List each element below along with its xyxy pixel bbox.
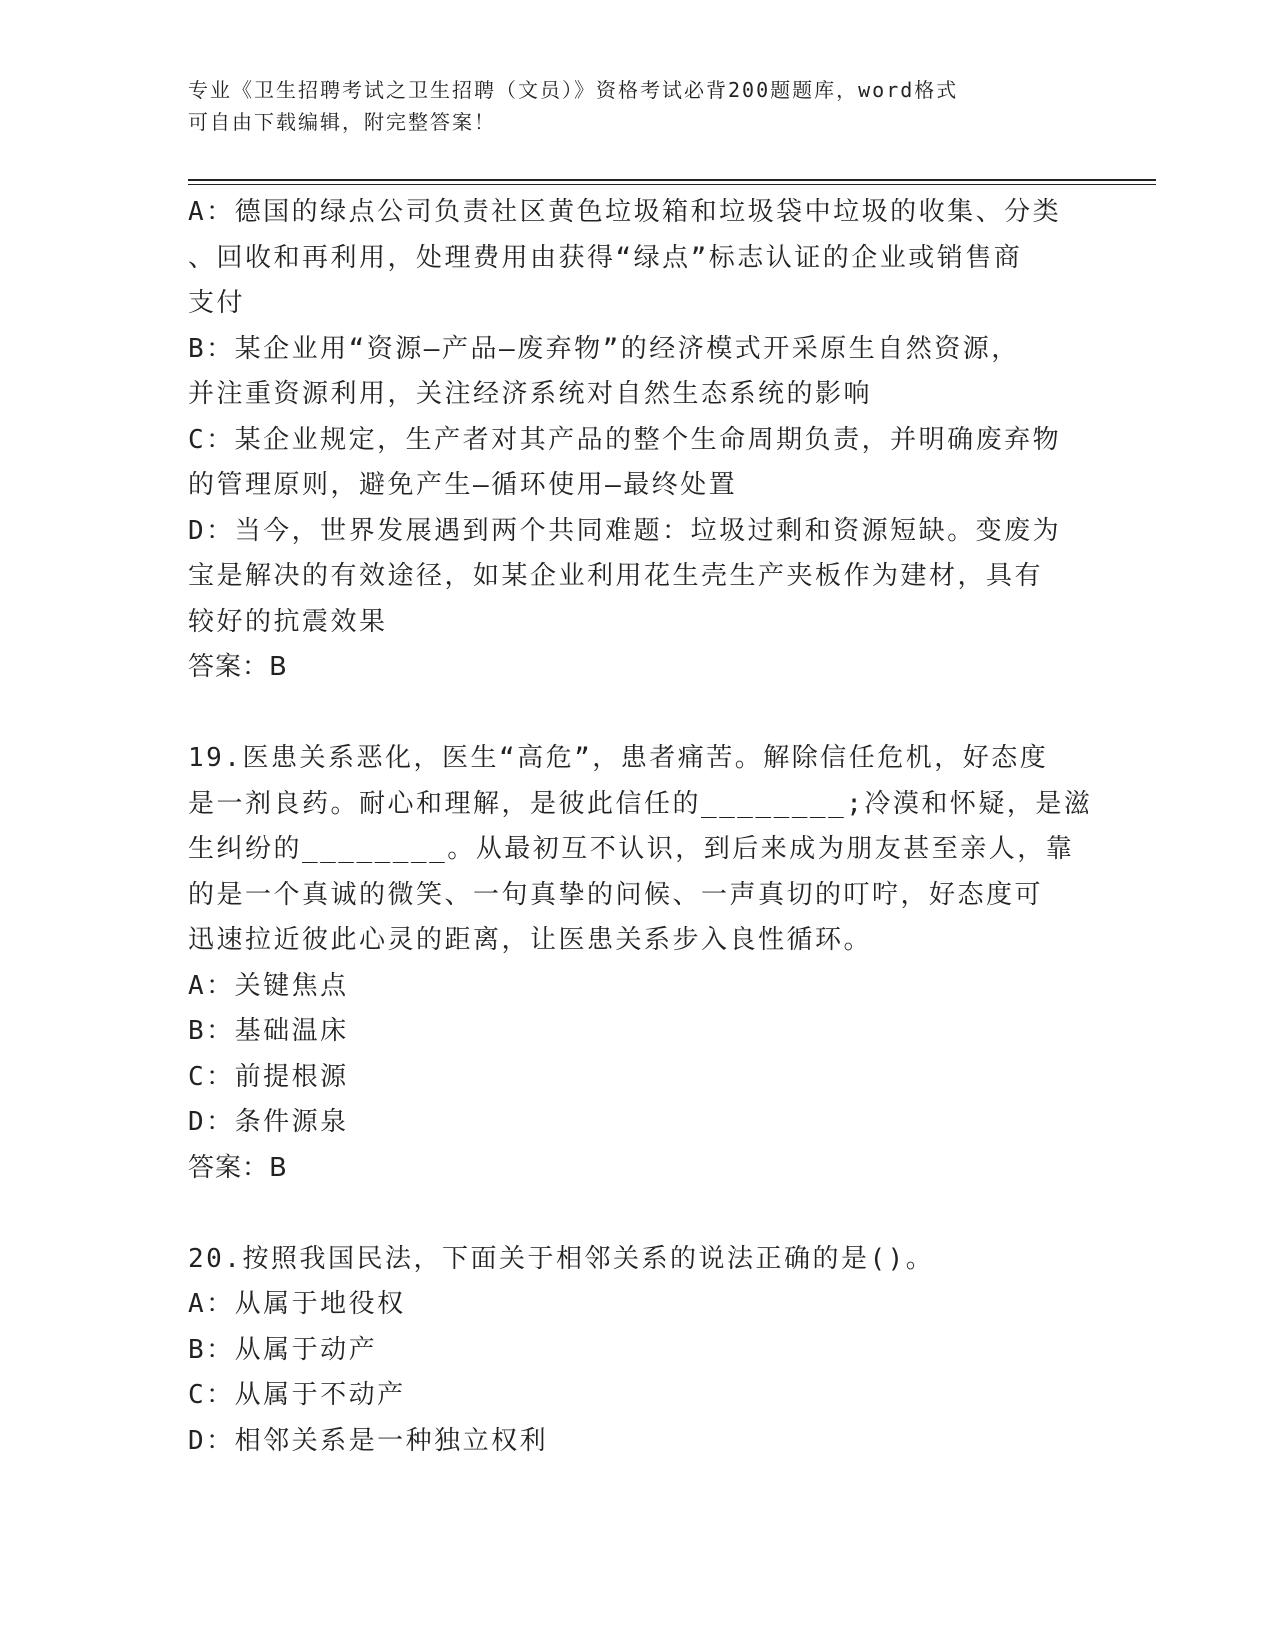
stem-line: 是一剂良药。耐心和理解，是彼此信任的________;冷漠和怀疑，是滋 xyxy=(188,788,1093,819)
option-line: 宝是解决的有效途径，如某企业利用花生壳生产夹板作为建材，具有 xyxy=(188,561,1044,591)
option-line: 较好的抗震效果 xyxy=(188,606,388,637)
option-line: 并注重资源利用，关注经济系统对自然生态系统的影响 xyxy=(188,379,873,409)
document-header xyxy=(188,74,1068,138)
option-c: C：从属于不动产 xyxy=(188,1380,406,1410)
header-line-1: 专业《卫生招聘考试之卫生招聘（文员）》资格考试必背200题题库，word格式 xyxy=(188,78,959,102)
answer-line: 答案：B xyxy=(188,1152,288,1183)
header-divider-thin xyxy=(188,184,1156,185)
spacer xyxy=(188,1191,1088,1237)
question-20 xyxy=(188,1237,1088,1465)
option-a: A：从属于地役权 xyxy=(188,1289,406,1319)
option-c: C：前提根源 xyxy=(188,1061,349,1092)
option-d: D：条件源泉 xyxy=(188,1107,349,1137)
option-line: D：当今，世界发展遇到两个共同难题：垃圾过剩和资源短缺。变废为 xyxy=(188,515,1062,546)
option-a: A：关键焦点 xyxy=(188,970,349,1001)
stem-line: 迅速拉近彼此心灵的距离，让医患关系步入良性循环。 xyxy=(188,925,873,955)
option-d xyxy=(188,509,1088,646)
stem-line: 的是一个真诚的微笑、一句真挚的问候、一声真切的叮咛，好态度可 xyxy=(188,879,1044,910)
stem-line: 19.医患关系恶化，医生“高危”，患者痛苦。解除信任危机，好态度 xyxy=(188,743,1049,773)
option-line: 的管理原则，避免产生—循环使用—最终处置 xyxy=(188,470,738,500)
question-18 xyxy=(188,190,1088,691)
option-c xyxy=(188,418,1088,509)
option-line: 支付 xyxy=(188,288,246,318)
option-line: 、回收和再利用，处理费用由获得“绿点”标志认证的企业或销售商 xyxy=(188,242,1023,273)
question-19 xyxy=(188,736,1093,1191)
question-stem xyxy=(188,736,1093,964)
option-line: B：某企业用“资源—产品—废弃物”的经济模式开采原生自然资源， xyxy=(188,333,1020,364)
question-stem: 20.按照我国民法，下面关于相邻关系的说法正确的是()。 xyxy=(188,1243,935,1274)
spacer xyxy=(188,691,1088,737)
option-b xyxy=(188,327,1088,418)
option-line: A：德国的绿点公司负责社区黄色垃圾箱和垃圾袋中垃圾的收集、分类 xyxy=(188,197,1062,227)
header-line-2: 可自由下载编辑，附完整答案！ xyxy=(188,110,496,134)
option-a xyxy=(188,190,1088,327)
answer-line: 答案：B xyxy=(188,652,288,682)
stem-line: 生纠纷的________。从最初互不认识，到后来成为朋友甚至亲人，靠 xyxy=(188,834,1075,864)
question-list xyxy=(188,190,1093,1464)
option-d: D：相邻关系是一种独立权利 xyxy=(188,1425,549,1456)
header-divider-thick xyxy=(188,179,1156,181)
option-line: C：某企业规定，生产者对其产品的整个生命周期负责，并明确废弃物 xyxy=(188,424,1062,455)
option-b: B：从属于动产 xyxy=(188,1334,378,1365)
option-b: B：基础温床 xyxy=(188,1016,349,1046)
